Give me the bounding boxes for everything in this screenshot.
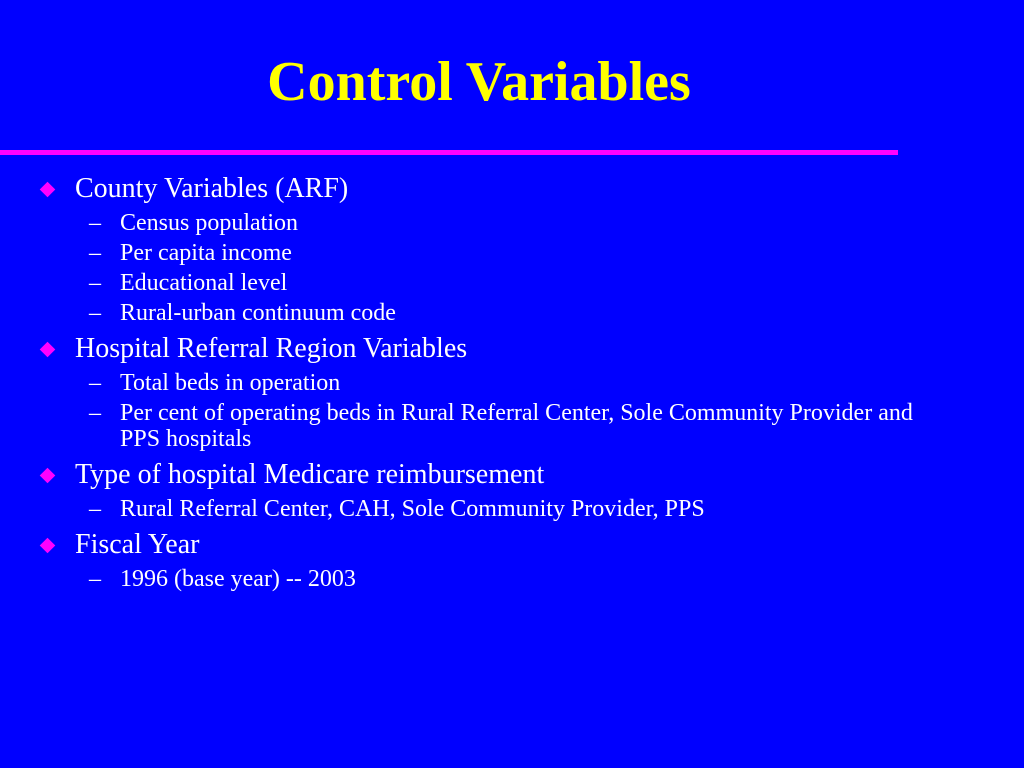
dash-marker: – [89, 400, 101, 426]
bullet-list [38, 172, 918, 598]
sub-list [75, 566, 918, 592]
sub-item-text: Rural Referral Center, CAH, Sole Community Provider, PPS [120, 496, 705, 522]
dash-marker: – [89, 270, 101, 296]
sub-item-text: Total beds in operation [120, 370, 341, 396]
sub-item-text: Rural-urban continuum code [120, 300, 396, 326]
diamond-bullet-icon [40, 538, 56, 554]
bullet-item-hospital-referral-region [38, 332, 918, 452]
bullet-text: County Variables (ARF) [75, 173, 349, 204]
sub-item [75, 270, 918, 296]
dash-marker: – [89, 566, 101, 592]
sub-item [75, 240, 918, 266]
bullet-text: Type of hospital Medicare reimbursement [75, 459, 545, 490]
diamond-bullet-icon [40, 182, 56, 198]
title-divider [0, 150, 898, 155]
sub-item-text: Per cent of operating beds in Rural Referral Center, Sole Community Provider and PPS hospitals [120, 400, 913, 452]
bullet-text: Hospital Referral Region Variables [75, 333, 468, 364]
sub-item-text: Educational level [120, 270, 288, 296]
diamond-bullet-icon [40, 468, 56, 484]
sub-item [75, 496, 918, 522]
bullet-text: Fiscal Year [75, 529, 200, 560]
dash-marker: – [89, 240, 101, 266]
sub-item-text: Census population [120, 210, 298, 236]
sub-item-text: Per capita income [120, 240, 292, 266]
bullet-item-fiscal-year [38, 528, 918, 592]
slide-title: Control Variables [267, 51, 691, 113]
dash-marker: – [89, 496, 101, 522]
dash-marker: – [89, 370, 101, 396]
sub-item [75, 300, 918, 326]
bullet-item-county-variables [38, 172, 918, 326]
dash-marker: – [89, 300, 101, 326]
sub-list [75, 496, 918, 522]
sub-item [75, 210, 918, 236]
sub-item-text: 1996 (base year) -- 2003 [120, 566, 356, 592]
sub-list [75, 210, 918, 326]
sub-item [75, 566, 918, 592]
dash-marker: – [89, 210, 101, 236]
sub-list [75, 370, 918, 452]
diamond-bullet-icon [40, 342, 56, 358]
sub-item [75, 370, 918, 396]
bullet-item-medicare-reimbursement [38, 458, 918, 522]
sub-item [75, 400, 918, 452]
